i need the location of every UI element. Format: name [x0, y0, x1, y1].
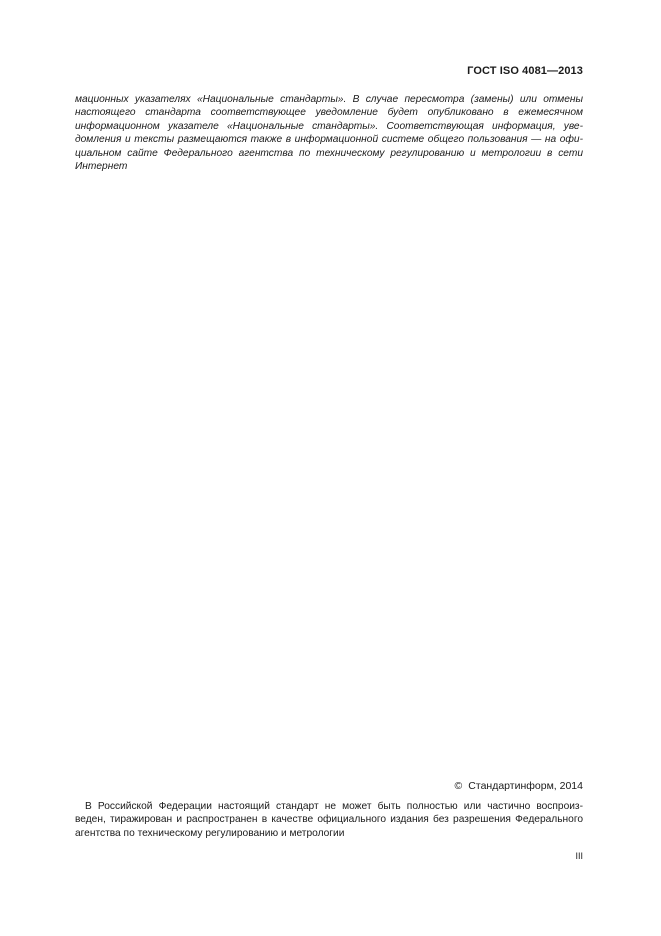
notice-line: веден, тиражирован и распространен в качестве официального издания без разрешения Федерального	[75, 814, 583, 826]
intro-line: циальном сайте Федерального агентства по техническому регулированию и метрологии в сети	[75, 147, 583, 159]
intro-line: мационных указателях «Национальные стандарты». В случае пересмотра (замены) или отмены	[75, 94, 583, 105]
page-number: III	[575, 851, 583, 861]
copyright-text: Стандартинформ, 2014	[468, 780, 583, 792]
notice-line: агентства по техническому регулированию и метрологии	[75, 827, 345, 839]
intro-line: настоящего стандарта соответствующее уведомление будет опубликовано в ежемесячном	[75, 107, 583, 119]
intro-paragraph	[75, 93, 583, 173]
document-header-id: ГОСТ ISO 4081—2013	[467, 65, 583, 77]
intro-line: информационном указателе «Национальные стандарты». Соответствующая информация, уве-	[75, 120, 583, 132]
intro-line: домления и тексты размещаются также в информационной системе общего пользования — на офи-	[75, 134, 583, 146]
intro-line: Интернет	[75, 161, 128, 173]
copyright-notice	[455, 780, 583, 792]
notice-line: В Российской Федерации настоящий стандарт не может быть полностью или частично воспроиз-	[85, 801, 583, 812]
reproduction-notice	[75, 800, 583, 840]
copyright-symbol: ©	[454, 780, 463, 792]
